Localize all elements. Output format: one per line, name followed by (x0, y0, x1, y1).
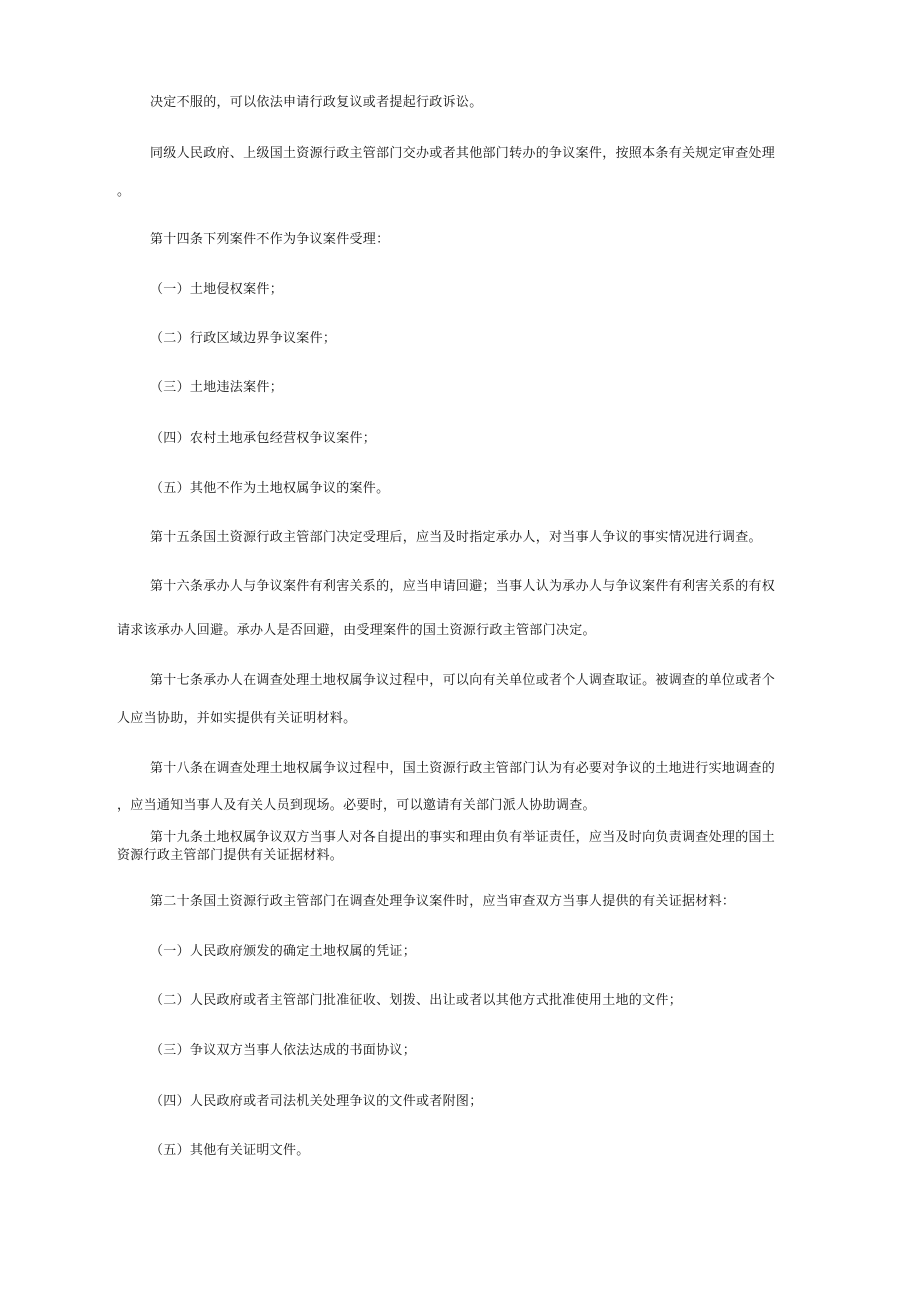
list-item: （二）行政区域边界争议案件； (150, 331, 337, 346)
text-line: 第十六条承办人与争议案件有利害关系的，应当申请回避；当事人认为承办人与争议案件有利害关系的有权 (150, 579, 776, 594)
list-item: （五）其他有关证明文件。 (150, 1143, 310, 1158)
text-line: 资源行政主管部门提供有关证据材料。 (117, 848, 344, 863)
text-line: 请求该承办人回避。承办人是否回避，由受理案件的国土资源行政主管部门决定。 (117, 623, 596, 638)
text-line: 第十五条国土资源行政主管部门决定受理后，应当及时指定承办人，对当事人争议的事实情况进行调查。 (150, 530, 762, 545)
text-line: 第十四条下列案件不作为争议案件受理： (150, 232, 390, 247)
text-line: 同级人民政府、上级国土资源行政主管部门交办或者其他部门转办的争议案件，按照本条有关规定审查处理 (150, 146, 776, 161)
list-item: （三）土地违法案件； (150, 380, 284, 395)
text-line: ，应当通知当事人及有关人员到现场。必要时，可以邀请有关部门派人协助调查。 (117, 798, 596, 813)
list-item: （三）争议双方当事人依法达成的书面协议； (150, 1043, 417, 1058)
text-line: 第二十条国土资源行政主管部门在调查处理争议案件时，应当审查双方当事人提供的有关证据材料： (150, 894, 736, 909)
list-item: （一）土地侵权案件； (150, 282, 284, 297)
text-line: 。 (117, 184, 131, 199)
text-line: 第十八条在调查处理土地权属争议过程中，国土资源行政主管部门认为有必要对争议的土地进行实地调查的 (150, 761, 776, 776)
list-item: （五）其他不作为土地权属争议的案件。 (150, 481, 390, 496)
list-item: （一）人民政府颁发的确定土地权属的凭证； (150, 944, 417, 959)
text-line: 人应当协助，并如实提供有关证明材料。 (117, 711, 357, 726)
text-line: 决定不服的，可以依法申请行政复议或者提起行政诉讼。 (150, 95, 483, 110)
text-line: 第十七条承办人在调查处理土地权属争议过程中，可以向有关单位或者个人调查取证。被调查的单位或者个 (150, 673, 776, 688)
list-item: （四）农村土地承包经营权争议案件； (150, 431, 377, 446)
list-item: （二）人民政府或者主管部门批准征收、划拨、出让或者以其他方式批准使用土地的文件； (150, 993, 683, 1008)
list-item: （四）人民政府或者司法机关处理争议的文件或者附图； (150, 1094, 483, 1109)
text-line: 第十九条土地权属争议双方当事人对各自提出的事实和理由负有举证责任，应当及时向负责调查处理的国土 (150, 830, 776, 845)
